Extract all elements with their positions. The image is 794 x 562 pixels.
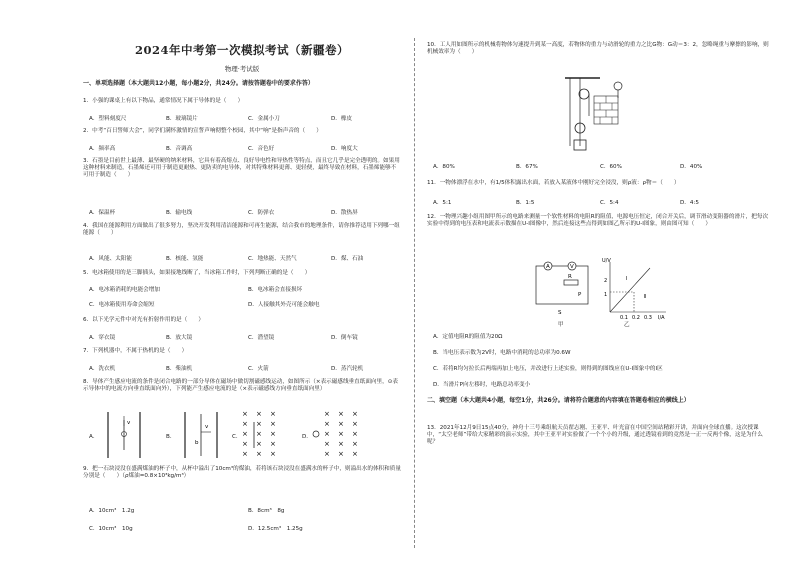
field-cross-mark: × [352, 420, 358, 428]
brick-wall [594, 96, 618, 124]
q3-option-b[interactable]: B．输电线 [166, 210, 193, 216]
field-cross-mark: × [324, 410, 330, 418]
field-cross-mark: × [338, 410, 344, 418]
q12-option-d[interactable]: D．当滑片P向左移时，电路总功率变小 [433, 382, 531, 388]
q2-option-a[interactable]: A．频率高 [89, 146, 116, 152]
label-r: R [568, 274, 572, 280]
question-1-stem: 1．小强的课桌上有以下物品，通常情况下属于导体的是（ ） [83, 98, 244, 104]
q12-circuit-figure [528, 258, 598, 318]
q11-option-d[interactable]: D．4:5 [680, 200, 699, 206]
q2-option-b[interactable]: B．音调高 [166, 146, 193, 152]
q8-option-c[interactable]: C． [232, 434, 242, 440]
fixed-pulley [579, 89, 589, 99]
circuit-loop [536, 266, 588, 304]
axis-label-i: I/A [658, 315, 665, 321]
conductor-dot [313, 431, 319, 437]
field-cross-mark: × [338, 440, 344, 448]
q9-option-c[interactable]: C．10cm³ 10g [89, 526, 133, 532]
q8-option-d[interactable]: D． [302, 434, 312, 440]
q3-option-d[interactable]: D．散热屏 [331, 210, 358, 216]
tick-i-2: 0.2 [632, 315, 640, 321]
q4-option-b[interactable]: B．核能、氢能 [166, 256, 204, 262]
q9-option-d[interactable]: D．12.5cm³ 1.25g [248, 526, 303, 532]
tick-u-2: 2 [604, 278, 608, 284]
q5-option-a[interactable]: A．电冰箱消耗的电能会增加 [89, 287, 160, 293]
field-cross-mark: × [242, 440, 248, 448]
q4-option-a[interactable]: A．风能、太阳能 [89, 256, 132, 262]
section1-heading: 一、单项选择题（本大题共12小题，每小题2分，共24分。请按答题卷中的要求作答） [83, 80, 314, 87]
q3-option-a[interactable]: A．保温杯 [89, 210, 116, 216]
q11-option-b[interactable]: B．1:5 [516, 200, 535, 206]
q12-ui-graph [600, 258, 670, 320]
q6-option-c[interactable]: C．潜望镜 [248, 335, 275, 341]
q3-option-c[interactable]: C．防弹衣 [248, 210, 275, 216]
tick-i-1: 0.1 [620, 315, 628, 321]
q6-option-a[interactable]: A．穿衣镜 [89, 335, 116, 341]
field-cross-mark: × [338, 430, 344, 438]
field-cross-mark: × [242, 450, 248, 458]
q5-option-c[interactable]: C．电冰箱使用寿命会缩短 [89, 302, 155, 308]
q8-figure-a [100, 410, 148, 460]
q11-option-a[interactable]: A．5:1 [433, 200, 452, 206]
fig-label-b: b [195, 440, 199, 446]
question-6-stem: 6．以下光学元件中对光有折射作用的是（ ） [83, 317, 205, 323]
tick-i-3: 0.3 [644, 315, 652, 321]
q8-figure-c [240, 408, 286, 460]
field-cross-mark: × [338, 420, 344, 428]
region-label-1: Ⅰ [626, 276, 628, 282]
field-cross-mark: × [242, 430, 248, 438]
q7-option-c[interactable]: C．火箭 [248, 366, 269, 372]
field-cross-mark: × [352, 410, 358, 418]
question-7-stem: 7．下列机器中，不属于热机的是（ ） [83, 348, 188, 354]
question-2-stem: 2．中考“百日誓师大会”，同学们满怀激情的宣誓声响彻整个校园，其中“响”是指声音的（ ） [83, 128, 322, 134]
field-cross-mark: × [324, 420, 330, 428]
q12-option-b[interactable]: B．当电压表示数为2V时，电路中消耗的总功率为0.6W [433, 350, 571, 356]
field-cross-mark: × [352, 440, 358, 448]
q2-option-d[interactable]: D．响度大 [331, 146, 358, 152]
field-cross-mark: × [270, 430, 276, 438]
question-11-stem: 11．一物体漂浮在水中，有1/5体积露出水面，若放入某液体中刚好完全浸没，则ρ液：ρ物＝（ ） [427, 180, 680, 186]
question-5-stem: 5．电冰箱使用的是三脚插头，如果接地线断了，当冰箱工作时，下列判断正确的是（ ） [83, 270, 311, 276]
question-12-stem: 12．一物理兴趣小组用图甲所示的电路来测量一个软性材料的电阻R的阻值，电源电压恒定，闭合开关后，调节滑动变阻器的滑片，把每次实验中得到的电压表和电流表示数描在U-I图像中，然后连接这些点得到如图乙所示的U-I图象，则由图可知（ ） [427, 214, 769, 227]
question-10-stem: 10．工人用如图所示的机械将物体匀速提升到某一高度，若物体的重力与动滑轮的重力之比G物：G动＝3：2，忽略绳重与摩擦的影响，则机械效率为（ ） [427, 42, 769, 55]
q4-option-d[interactable]: D．煤、石油 [331, 256, 364, 262]
q4-option-c[interactable]: C．地热能、天然气 [248, 256, 297, 262]
q12-option-a[interactable]: A．定值电阻R的阻值为20Ω [433, 334, 503, 340]
q8-option-b[interactable]: B． [166, 434, 176, 440]
field-cross-mark: × [256, 410, 262, 418]
label-ammeter: A [546, 264, 550, 270]
field-cross-mark: × [256, 420, 262, 428]
q7-option-b[interactable]: B．柴油机 [166, 366, 193, 372]
page-title: 2024年中考第一次模拟考试（新疆卷） [134, 43, 349, 57]
question-9-stem: 9．把一石块浸没在盛满煤油的杯子中，从杯中溢出了10cm³的煤油，若将该石块浸没在盛满水的杯子中，则溢出水的体积和质量分别是（ ）（ρ煤油=0.8×10³kg/m³） [83, 466, 401, 479]
field-cross-mark: × [256, 430, 262, 438]
q12-caption-a: 甲 [558, 322, 564, 328]
q10-option-a[interactable]: A．80% [433, 164, 455, 170]
graph-line-r [610, 268, 650, 312]
region-label-2: Ⅱ [644, 294, 647, 300]
field-cross-mark: × [242, 410, 248, 418]
q8-figure-d [310, 408, 360, 460]
q9-option-a[interactable]: A．10cm³ 1.2g [89, 508, 135, 514]
field-cross-mark: × [256, 450, 262, 458]
field-cross-mark: × [352, 450, 358, 458]
field-cross-mark: × [324, 430, 330, 438]
q6-option-b[interactable]: B．放大镜 [166, 335, 193, 341]
q1-option-b[interactable]: B．玻璃镜片 [166, 116, 198, 122]
field-cross-mark: × [270, 450, 276, 458]
q10-option-b[interactable]: B．67% [516, 164, 538, 170]
label-p: P [578, 292, 582, 298]
resistor-r [564, 280, 578, 285]
q8-option-a[interactable]: A． [89, 434, 99, 440]
q1-option-c[interactable]: C．金属小刀 [248, 116, 280, 122]
q7-option-a[interactable]: A．洗衣机 [89, 366, 116, 372]
tick-u-1: 1 [604, 292, 608, 298]
q11-option-c[interactable]: C．5:4 [600, 200, 619, 206]
field-cross-mark: × [270, 440, 276, 448]
page-subtitle: 物理·考试版 [224, 65, 260, 73]
q10-option-c[interactable]: C．60% [600, 164, 622, 170]
axis-label-u: U/V [602, 258, 611, 264]
q10-pulley-figure [560, 76, 630, 156]
column-divider [414, 38, 415, 548]
question-13-stem: 13．2021年12月9日15点40分，神舟十三号乘组航天员翟志刚、王亚平、叶光富在中国空间站精彩开讲，并面向全球直播。这次授课中，“太空老师”带给大家精彩的演示实验，其中王亚平对实验做了一个个小的升级，通过透镜看到的竟然是一正一反两个像，这是为什么呢？ [427, 425, 763, 445]
section2-heading: 二、填空题（本大题共4小题，每空1分，共26分。请将符合题意的内容填在答题卷相应的横线上） [427, 397, 690, 404]
question-3-stem: 3．石墨是目前世上最薄、最坚硬的纳米材料，它具有着高熔点、良好导电性和导热性等特点，而且它几乎是完全透明的。如果用这种材料来制造，石墨烯还可用于制造更耐热、更防卖的电导体，对其特殊材料更薄、更轻便，最终导致在材料，石墨烯能够不可用于制造（ ） [83, 158, 400, 178]
q5-option-d[interactable]: D．人接触其外壳可能会触电 [248, 302, 320, 308]
field-cross-mark: × [352, 430, 358, 438]
q5-option-b[interactable]: B．电冰箱会直接损坏 [248, 287, 303, 293]
q2-option-c[interactable]: C．音色好 [248, 146, 275, 152]
field-cross-mark: × [324, 440, 330, 448]
q7-option-d[interactable]: D．蒸汽轮机 [331, 366, 364, 372]
q10-option-d[interactable]: D．40% [680, 164, 703, 170]
q1-option-a[interactable]: A．塑料刻度尺 [89, 116, 127, 122]
label-s: S [558, 310, 562, 316]
q6-option-d[interactable]: D．倒车镜 [331, 335, 358, 341]
fig-label-v: v [205, 424, 209, 430]
question-4-stem: 4．我国在能源利用方面做出了很多努力，坚决开发利用清洁能源和可再生能源，结合我市的地理条件，请你推荐适用下列哪一组能源（ ） [83, 223, 400, 236]
field-cross-mark: × [324, 450, 330, 458]
q9-option-b[interactable]: B．8cm³ 8g [248, 508, 285, 514]
label-voltmeter: V [570, 264, 574, 270]
q8-figure-b [177, 410, 225, 460]
q1-option-d[interactable]: D．橡皮 [331, 116, 353, 122]
field-cross-mark: × [256, 440, 262, 448]
field-cross-mark: × [270, 410, 276, 418]
q12-option-c[interactable]: C．若将R均匀拉长后两端再加上电压，并改进行上述实验，则得到的图线应在U-I图象中的Ⅰ区 [433, 366, 663, 372]
question-8-stem: 8．导体产生感应电流的条件是闭合电路的一部分导体在磁场中做切割磁感线运动，如图所示（×表示磁感线垂直纸面向里，⊙表示导体中的电流方向垂直纸面向外），下列能产生感应电流的是（×表示磁感线方向垂直纸面向里） [83, 379, 398, 392]
field-cross-mark: × [270, 420, 276, 428]
fig-label-v: v [127, 420, 131, 426]
field-cross-mark: × [242, 420, 248, 428]
worker-head [614, 82, 622, 90]
field-cross-mark: × [338, 450, 344, 458]
q12-caption-b: 乙 [624, 322, 630, 328]
